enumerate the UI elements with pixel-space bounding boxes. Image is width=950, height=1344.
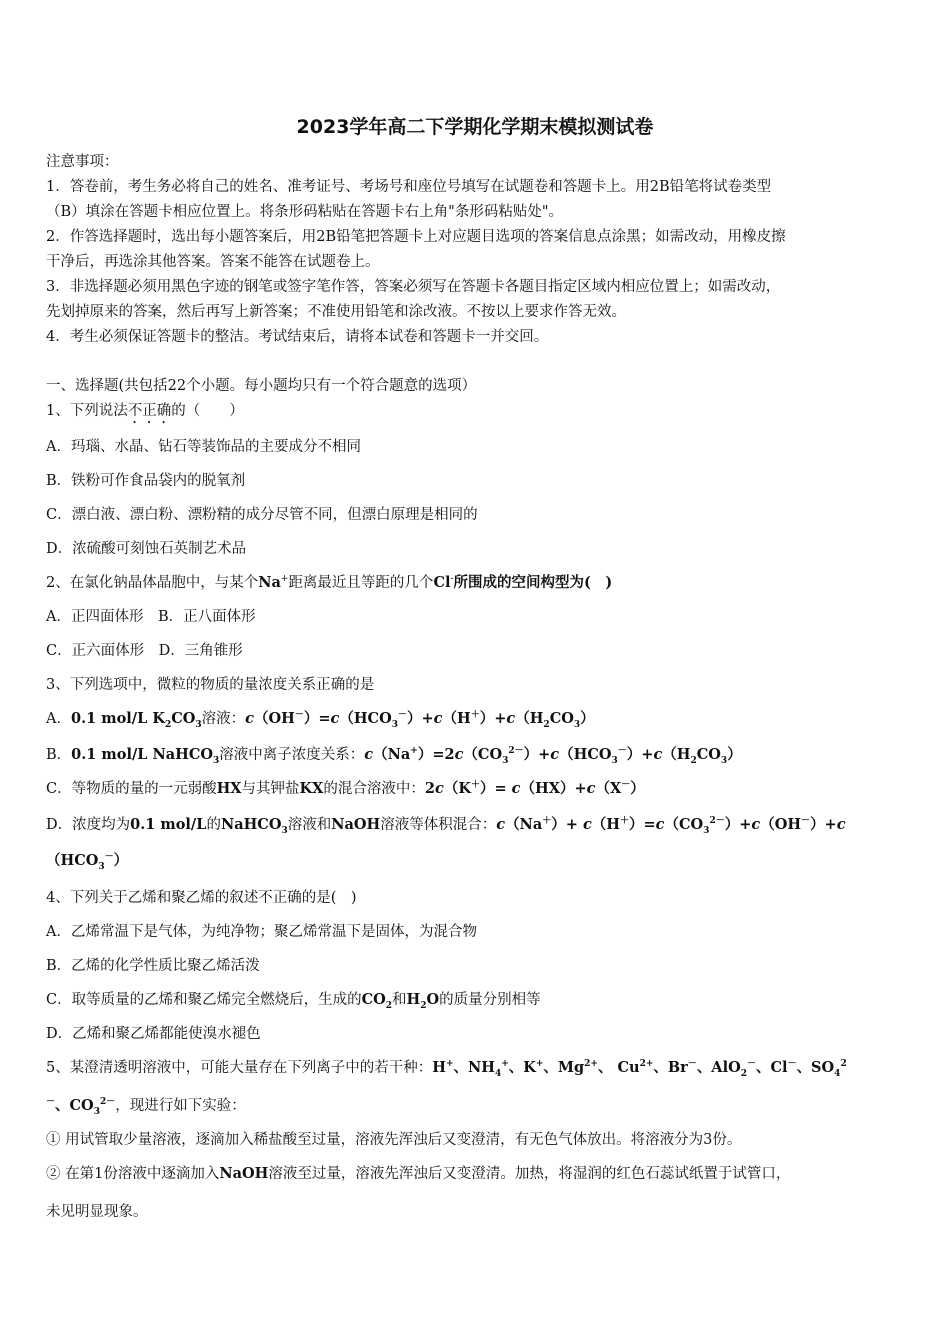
notice-line: （B）填涂在答题卡相应位置上。将条形码粘贴在答题卡右上角"条形码粘贴处"。 <box>46 204 563 220</box>
question-1-stem: 1、下列说法不正确的（ ） <box>46 403 244 419</box>
notice-line: 2．作答选择题时，选出每小题答案后，用2B铅笔把答题卡上对应题目选项的答案信息点涂黑；如需改动，用橡皮擦 <box>46 229 786 245</box>
question-4-option-b: B．乙烯的化学性质比聚乙烯活泼 <box>46 958 260 974</box>
page-title: 2023学年高二下学期化学期末模拟测试卷 <box>296 116 654 138</box>
notice-line: 先划掉原来的答案，然后再写上新答案；不准使用铅笔和涂改液。不按以上要求作答无效。 <box>46 304 626 320</box>
question-5-experiment-2-cont: 未见明显现象。 <box>46 1204 148 1220</box>
question-5-stem-cont: －、$CO_3^{2-}$，现进行如下实验： <box>46 1097 246 1117</box>
question-3-stem: 3、下列选项中，微粒的物质的量浓度关系正确的是 <box>46 677 375 693</box>
question-5-experiment-2: ② 在第1份溶液中逐滴加入NaOH溶液至过量，溶液先浑浊后又变澄清。加热，将湿润的红色石蕊试纸置于试管口， <box>46 1165 791 1182</box>
question-2-options-cd: C．正六面体形 D．三角锥形 <box>46 643 243 659</box>
question-4-option-d: D．乙烯和聚乙烯都能使溴水褪色 <box>46 1026 261 1042</box>
emphasis-text: 不正确 <box>127 403 172 419</box>
question-1-option-b: B．铁粉可作食品袋内的脱氧剂 <box>46 473 246 489</box>
question-4-option-c: C．取等质量的乙烯和聚乙烯完全燃烧后，生成的$CO_2$和$H_2O$的质量分别相等 <box>46 991 541 1011</box>
section-heading: 一、选择题(共包括22个小题。每小题均只有一个符合题意的选项） <box>46 378 477 394</box>
question-4-option-a: A．乙烯常温下是气体，为纯净物；聚乙烯常温下是固体，为混合物 <box>46 924 477 940</box>
notice-line: 3．非选择题必须用黑色字迹的钢笔或签字笔作答，答案必须写在答题卡各题目指定区域内相应位置上；如需改动， <box>46 279 781 295</box>
question-1-option-c: C．漂白液、漂白粉、漂粉精的成分尽管不同，但漂白原理是相同的 <box>46 507 478 523</box>
question-5-stem: 5、某澄清透明溶液中，可能大量存在下列离子中的若干种：H+、$NH_4^+$、K+、$Mg^{2+}$、 $Cu^{2+}$、Br－、AlO$_2$－、Cl－、$SO_4^2$ <box>46 1059 847 1079</box>
question-1-option-a: A．玛瑙、水晶、钻石等装饰品的主要成分不相同 <box>46 439 361 455</box>
question-3-option-a: A．0.1 mol/L $K_2CO_3$溶液：$c(OH^-)=c(HCO_3^-)+c(H^+)+c(H_2CO_3)$ <box>46 710 595 730</box>
notice-line: 1．答卷前，考生务必将自己的姓名、准考证号、考场号和座位号填写在试题卷和答题卡上。用2B铅笔将试卷类型 <box>46 179 772 195</box>
question-3-option-d-cont: $(HCO_3^-)$ <box>46 852 129 872</box>
question-4-stem: 4、下列关于乙烯和聚乙烯的叙述不正确的是( ) <box>46 890 357 906</box>
question-2-options-ab: A．正四面体形 B．正八面体形 <box>46 609 256 625</box>
question-3-option-c: C．等物质的量的一元弱酸HX与其钾盐KX的混合溶液中：2c（K＋）= c（HX）+c（X－） <box>46 780 645 797</box>
question-5-experiment-1: ① 用试管取少量溶液，逐滴加入稀盐酸至过量，溶液先浑浊后又变澄清，有无色气体放出。将溶液分为3份。 <box>46 1132 742 1148</box>
notice-line: 4．考生必须保证答题卡的整洁。考试结束后，请将本试卷和答题卡一并交回。 <box>46 329 549 345</box>
question-2-stem: 2、在氯化钠晶体晶胞中，与某个Na+距离最近且等距的几个Cl-所围成的空间构型为( ) <box>46 574 613 591</box>
question-1-option-d: D．浓硫酸可刻蚀石英制艺术品 <box>46 541 247 557</box>
notice-line: 干净后，再选涂其他答案。答案不能答在试题卷上。 <box>46 254 380 270</box>
question-3-option-b: B．0.1 mol/L NaHCO$_3$溶液中离子浓度关系：$c(Na^+)=2c(CO_3^{2-})+c(HCO_3^-)+c(H_2CO_3)$ <box>46 746 742 766</box>
notice-heading: 注意事项： <box>46 154 119 170</box>
question-3-option-d: D．浓度均为0.1 mol/L的NaHCO$_3$溶液和NaOH溶液等体积混合：$c(Na^+)+ c(H^+)=c(CO_3^{2-})+c(OH^-)+c$ <box>46 816 846 836</box>
